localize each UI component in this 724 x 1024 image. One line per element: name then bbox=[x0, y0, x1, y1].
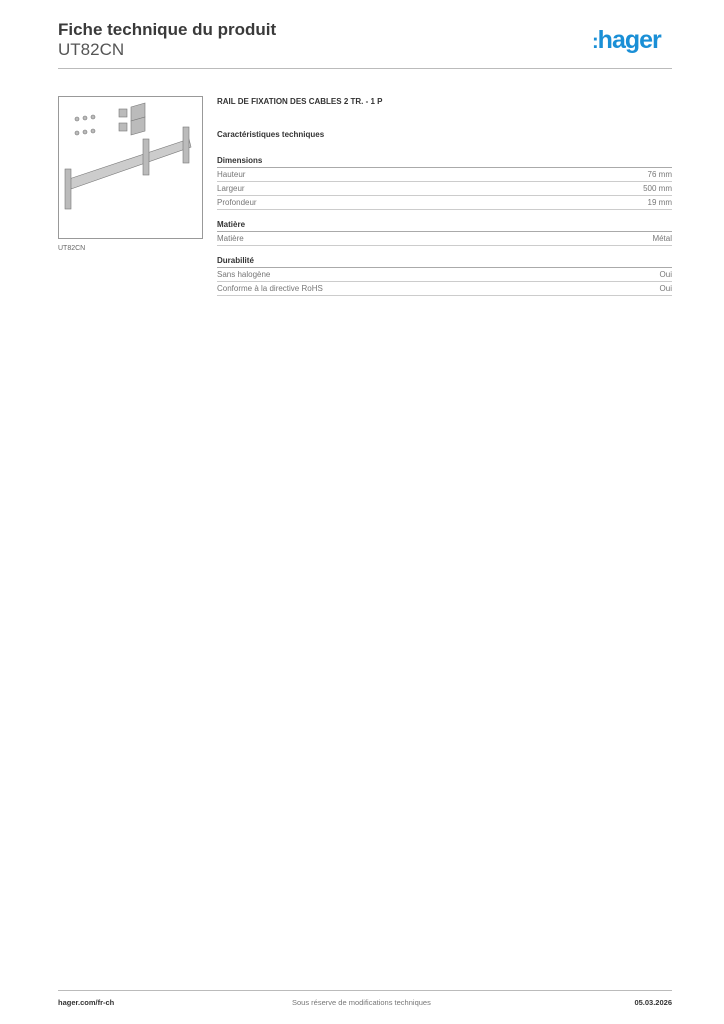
spec-row bbox=[217, 182, 672, 196]
spec-row bbox=[217, 168, 672, 182]
product-image bbox=[58, 96, 203, 239]
header-divider bbox=[58, 68, 672, 69]
spec-group bbox=[217, 256, 672, 296]
spec-label: Matière bbox=[217, 234, 244, 243]
group-title: Durabilité bbox=[217, 256, 672, 268]
spec-label: Hauteur bbox=[217, 170, 246, 179]
specifications bbox=[217, 96, 672, 306]
section-title: Caractéristiques techniques bbox=[217, 130, 325, 139]
group-title: Matière bbox=[217, 220, 672, 232]
spec-row bbox=[217, 196, 672, 210]
page-title: Fiche technique du produit bbox=[58, 20, 277, 39]
group-title: Dimensions bbox=[217, 156, 672, 168]
spec-value: Oui bbox=[659, 270, 672, 279]
product-reference: UT82CN bbox=[58, 40, 125, 59]
image-caption: UT82CN bbox=[58, 245, 86, 252]
footer-website[interactable]: hager.com/fr-ch bbox=[58, 998, 115, 1007]
spec-row bbox=[217, 268, 672, 282]
spec-group bbox=[217, 220, 672, 246]
footer-divider bbox=[58, 990, 672, 991]
spec-label: Largeur bbox=[217, 184, 245, 193]
hager-logo: :hager bbox=[592, 26, 661, 54]
spec-value: 19 mm bbox=[647, 198, 672, 207]
spec-label: Conforme à la directive RoHS bbox=[217, 284, 323, 293]
footer-note: Sous réserve de modifications techniques bbox=[292, 998, 431, 1007]
spec-value: Métal bbox=[652, 234, 672, 243]
product-name: RAIL DE FIXATION DES CABLES 2 TR. - 1 P bbox=[217, 97, 383, 106]
spec-value: Oui bbox=[659, 284, 672, 293]
spec-row bbox=[217, 232, 672, 246]
spec-row bbox=[217, 282, 672, 296]
spec-label: Profondeur bbox=[217, 198, 257, 207]
spec-value: 76 mm bbox=[647, 170, 672, 179]
spec-label: Sans halogène bbox=[217, 270, 271, 279]
footer-date: 05.03.2026 bbox=[634, 998, 672, 1007]
spec-value: 500 mm bbox=[643, 184, 672, 193]
spec-group bbox=[217, 156, 672, 210]
